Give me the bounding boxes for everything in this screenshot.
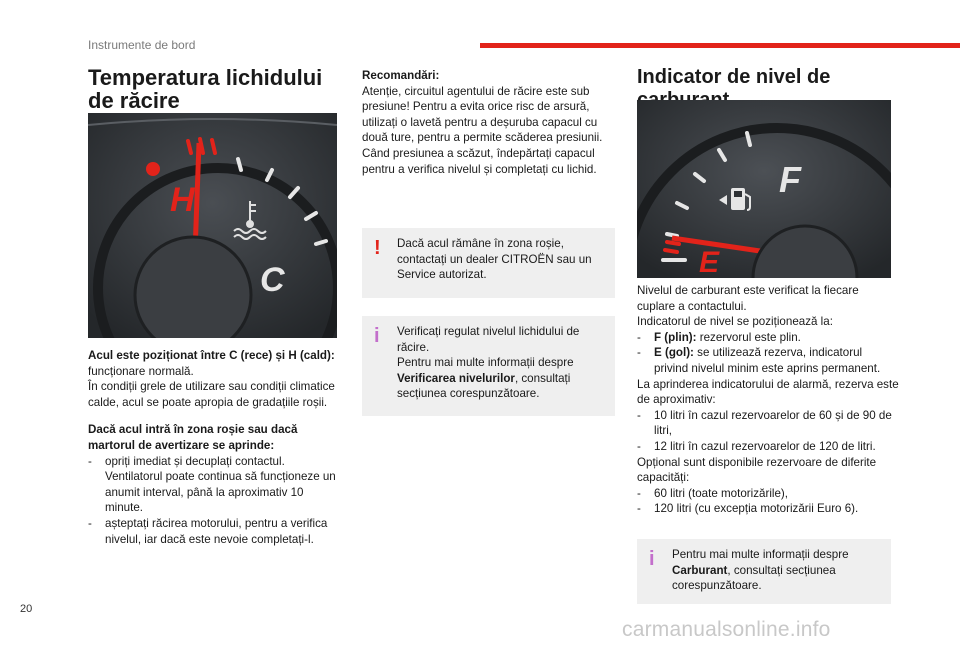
fuel-list-item: - 10 litri în cazul rezervoarelor de 60 și de 90 de litri, (637, 408, 892, 438)
info-box-line3: , consultați secțiunea corespunzătoare. (397, 371, 571, 401)
full-letter: F (779, 159, 801, 200)
temp-p2: În condiții grele de utilizare sau condiții climatice calde, acul se poate apropia de gradațiile roșii. (88, 380, 335, 409)
fuel-gauge-svg (637, 100, 891, 278)
fuel-list-item: - F (plin): rezervorul este plin. (637, 330, 801, 344)
info-box-line2: Pentru mai multe informații despre (397, 356, 574, 370)
warning-light-icon (146, 162, 160, 176)
temp-list-item: - așteptați răcirea motorului, pentru a verifica nivelul, iar dacă este nevoie completați-l. (88, 516, 328, 546)
fuel-text-block (637, 283, 899, 517)
fuel-p2: Indicatorul de nivel se poziționează la: (637, 315, 833, 329)
info-box-coolant (362, 316, 615, 416)
fuel-list-item: - 12 litri în cazul rezervoarelor de 120 de litri. (637, 439, 876, 453)
info-box-link[interactable]: Verificarea nivelurilor (397, 371, 515, 385)
fuel-list-item: - 60 litri (toate motorizările), (637, 486, 789, 500)
warning-text: Dacă acul rămâne în zona roșie, contactați un dealer CITROËN sau un Service autorizat. (397, 237, 592, 282)
recommendations-text: Atenție, circuitul agentului de răcire este sub presiune! Pentru a evita orice risc de arsură, utilizați o lavetă pentru a deșuruba capacul cu două ture, pentru a permite scăderea presiunii. Când presiunea a scăzut, îndepărtați capacul pentru a verifica nivelul și completați cu lichid. (362, 84, 603, 176)
fuel-title: Indicator de nivel de (637, 66, 831, 88)
info-box2-line2: , consultați secțiunea corespunzătoare. (672, 563, 836, 593)
temperature-gauge-image (88, 113, 337, 338)
cold-letter: C (260, 261, 285, 299)
recommendations-block (362, 68, 612, 177)
hot-letter: H (170, 181, 195, 219)
exclamation-icon: ! (374, 237, 381, 259)
info-box2-line1: Pentru mai multe informații despre (672, 548, 849, 561)
info-icon: i (649, 548, 655, 570)
fuel-gauge-image (637, 100, 891, 278)
fuel-p3: La aprinderea indicatorului de alarmă, rezerva este de aproximativ: (637, 377, 899, 407)
fuel-list-item: - E (gol): se utilizează rezerva, indicatorul privind nivelul minim este aprins permanent. (637, 346, 881, 375)
temperature-gauge-svg (88, 113, 337, 338)
page-number: 20 (20, 603, 33, 615)
gauge-hub (135, 237, 251, 338)
fuel-p4: Opțional sunt disponibile rezervoare de diferite capacități: (637, 455, 877, 485)
watermark: carmanualsonline.info (622, 618, 831, 641)
header-accent-bar (480, 43, 960, 48)
temp-text-block (88, 348, 338, 547)
info-icon: i (374, 325, 380, 347)
fuel-list-item: - 120 litri (cu excepția motorizării Euro 6). (637, 502, 859, 516)
temp-p1-bold: Acul este poziționat între C (rece) și H (cald): (88, 349, 335, 362)
info-box-fuel (637, 539, 891, 604)
temp-title: Temperatura lichidului de răcire (88, 65, 323, 113)
fuel-p1: Nivelul de carburant este verificat la fiecare cuplare a contactului. (637, 284, 859, 313)
info-box2-link[interactable]: Carburant (672, 563, 728, 577)
recommendations-title: Recomandări: (362, 69, 440, 82)
temp-list-item: - opriți imediat și decuplați contactul. Ventilatorul poate continua să funcționeze un anumit interval, până la aproximativ 10 minute. (88, 454, 336, 515)
temp-p1-text: funcționare normală. (88, 364, 194, 378)
empty-letter: E (699, 246, 720, 278)
warning-box (362, 228, 615, 298)
info-box-line1: Verificați regulat nivelul lichidului de răcire. (397, 325, 580, 354)
temp-p3: Dacă acul intră în zona roșie sau dacă martorul de avertizare se aprinde: (88, 423, 298, 452)
section-label: Instrumente de bord (88, 38, 196, 52)
